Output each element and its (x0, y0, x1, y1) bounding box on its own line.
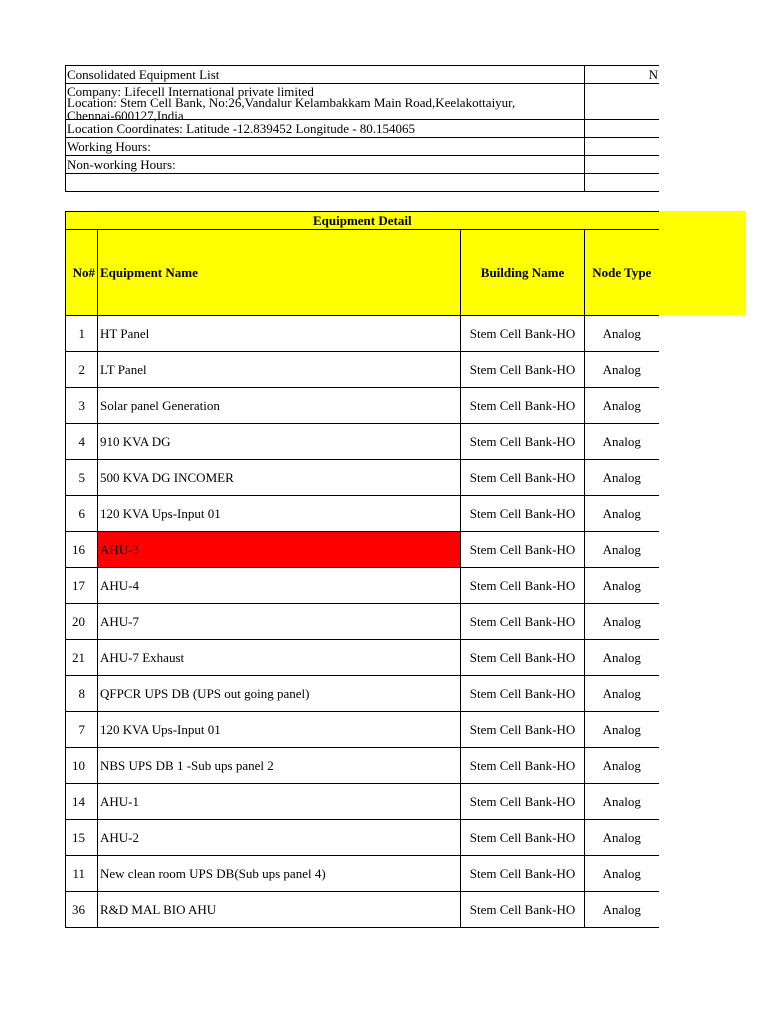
table-row (66, 388, 659, 424)
row-node-type-cell[interactable]: Analog (585, 352, 659, 388)
row-no-cell[interactable]: 8 (66, 676, 98, 712)
row-equipment-name-cell[interactable]: 910 KVA DG (98, 424, 461, 460)
row-equipment-name-cell[interactable]: 120 KVA Ups-Input 01 (98, 496, 461, 532)
info-company-right-cell[interactable] (585, 84, 660, 120)
column-header-row (66, 230, 659, 316)
row-equipment-name-cell[interactable]: AHU-1 (98, 784, 461, 820)
row-node-type-cell[interactable]: Analog (585, 676, 659, 712)
header-node-type[interactable]: Node Type (585, 230, 659, 316)
row-no-cell[interactable]: 4 (66, 424, 98, 460)
row-building-cell[interactable]: Stem Cell Bank-HO (461, 856, 585, 892)
row-building-cell[interactable]: Stem Cell Bank-HO (461, 604, 585, 640)
header-equipment-name[interactable]: Equipment Name (98, 230, 461, 316)
row-no-cell[interactable]: 3 (66, 388, 98, 424)
non-working-hours-right-cell[interactable] (585, 156, 660, 174)
row-building-cell[interactable]: Stem Cell Bank-HO (461, 748, 585, 784)
table-row (66, 748, 659, 784)
coordinates-cell[interactable]: Location Coordinates: Latitude -12.839452 Longitude - 80.154065 (66, 120, 585, 138)
row-equipment-name-cell[interactable]: R&D MAL BIO AHU (98, 892, 461, 928)
row-no-cell[interactable]: 2 (66, 352, 98, 388)
location-line2-text: Chennai-600127,India (67, 108, 184, 123)
row-building-cell[interactable]: Stem Cell Bank-HO (461, 532, 585, 568)
info-title-cell[interactable]: Consolidated Equipment List (66, 66, 585, 84)
table-row (66, 352, 659, 388)
row-equipment-name-cell[interactable]: AHU-3 (98, 532, 461, 568)
equipment-table-body (66, 316, 659, 928)
equipment-detail-title-row (66, 212, 659, 230)
row-node-type-cell[interactable]: Analog (585, 784, 659, 820)
row-node-type-cell[interactable]: Analog (585, 496, 659, 532)
table-row (66, 712, 659, 748)
table-row (66, 604, 659, 640)
table-row (66, 316, 659, 352)
row-no-cell[interactable]: 16 (66, 532, 98, 568)
row-node-type-cell[interactable]: Analog (585, 640, 659, 676)
row-node-type-cell[interactable]: Analog (585, 820, 659, 856)
row-no-cell[interactable]: 7 (66, 712, 98, 748)
row-node-type-cell[interactable]: Analog (585, 424, 659, 460)
row-no-cell[interactable]: 20 (66, 604, 98, 640)
info-row-title (66, 66, 660, 84)
row-building-cell[interactable]: Stem Cell Bank-HO (461, 784, 585, 820)
row-equipment-name-cell[interactable]: 120 KVA Ups-Input 01 (98, 712, 461, 748)
row-node-type-cell[interactable]: Analog (585, 388, 659, 424)
coordinates-right-cell[interactable] (585, 120, 660, 138)
table-row (66, 460, 659, 496)
info-company-location-cell[interactable] (66, 84, 585, 123)
row-building-cell[interactable]: Stem Cell Bank-HO (461, 676, 585, 712)
table-row (66, 892, 659, 928)
equipment-detail-title[interactable]: Equipment Detail (66, 212, 659, 230)
header-building-name[interactable]: Building Name (461, 230, 585, 316)
header-no[interactable]: No# (66, 230, 98, 316)
row-no-cell[interactable]: 17 (66, 568, 98, 604)
working-hours-cell[interactable]: Working Hours: (66, 138, 585, 156)
table-row (66, 640, 659, 676)
info-row-non-working-hours (66, 156, 660, 174)
row-node-type-cell[interactable]: Analog (585, 712, 659, 748)
table-row (66, 568, 659, 604)
row-node-type-cell[interactable]: Analog (585, 532, 659, 568)
table-row (66, 532, 659, 568)
row-no-cell[interactable]: 36 (66, 892, 98, 928)
table-row (66, 676, 659, 712)
row-no-cell[interactable]: 21 (66, 640, 98, 676)
row-building-cell[interactable]: Stem Cell Bank-HO (461, 460, 585, 496)
non-working-hours-cell[interactable]: Non-working Hours: (66, 156, 585, 174)
table-row (66, 820, 659, 856)
equipment-table (65, 211, 659, 928)
info-row-empty (66, 174, 660, 192)
row-building-cell[interactable]: Stem Cell Bank-HO (461, 892, 585, 928)
table-row (66, 856, 659, 892)
empty-cell[interactable] (66, 174, 585, 192)
row-no-cell[interactable]: 6 (66, 496, 98, 532)
row-building-cell[interactable]: Stem Cell Bank-HO (461, 568, 585, 604)
empty-right-cell[interactable] (585, 174, 660, 192)
row-equipment-name-cell[interactable]: New clean room UPS DB(Sub ups panel 4) (98, 856, 461, 892)
row-no-cell[interactable]: 5 (66, 460, 98, 496)
row-node-type-cell[interactable]: Analog (585, 604, 659, 640)
row-building-cell[interactable]: Stem Cell Bank-HO (461, 640, 585, 676)
row-node-type-cell[interactable]: Analog (585, 568, 659, 604)
table-row (66, 496, 659, 532)
row-node-type-cell[interactable]: Analog (585, 316, 659, 352)
row-no-cell[interactable]: 10 (66, 748, 98, 784)
row-building-cell[interactable]: Stem Cell Bank-HO (461, 820, 585, 856)
row-building-cell[interactable]: Stem Cell Bank-HO (461, 424, 585, 460)
row-equipment-name-cell[interactable]: QFPCR UPS DB (UPS out going panel) (98, 676, 461, 712)
info-title-right-cell[interactable]: N (585, 66, 660, 84)
company-text: Company: Lifecell International private limited (67, 84, 314, 99)
row-equipment-name-cell[interactable]: HT Panel (98, 316, 461, 352)
header-fill-extension (658, 211, 746, 315)
info-row-company-location (66, 84, 660, 120)
row-no-cell[interactable]: 11 (66, 856, 98, 892)
row-no-cell[interactable]: 15 (66, 820, 98, 856)
row-equipment-name-cell[interactable]: AHU-7 (98, 604, 461, 640)
row-equipment-name-cell[interactable]: 500 KVA DG INCOMER (98, 460, 461, 496)
row-node-type-cell[interactable]: Analog (585, 748, 659, 784)
table-row (66, 424, 659, 460)
row-equipment-name-cell[interactable]: AHU-2 (98, 820, 461, 856)
row-equipment-name-cell[interactable]: AHU-4 (98, 568, 461, 604)
row-equipment-name-cell[interactable]: Solar panel Generation (98, 388, 461, 424)
row-node-type-cell[interactable]: Analog (585, 856, 659, 892)
info-row-working-hours (66, 138, 660, 156)
row-no-cell[interactable]: 1 (66, 316, 98, 352)
row-no-cell[interactable]: 14 (66, 784, 98, 820)
location-line1-text: Location: Stem Cell Bank, No:26,Vandalur Kelambakkam Main Road,Keelakottaiyur, (67, 95, 516, 110)
row-equipment-name-cell[interactable]: LT Panel (98, 352, 461, 388)
row-building-cell[interactable]: Stem Cell Bank-HO (461, 712, 585, 748)
info-table (65, 65, 659, 192)
row-building-cell[interactable]: Stem Cell Bank-HO (461, 496, 585, 532)
row-building-cell[interactable]: Stem Cell Bank-HO (461, 316, 585, 352)
row-building-cell[interactable]: Stem Cell Bank-HO (461, 352, 585, 388)
table-row (66, 784, 659, 820)
working-hours-right-cell[interactable] (585, 138, 660, 156)
row-building-cell[interactable]: Stem Cell Bank-HO (461, 388, 585, 424)
row-node-type-cell[interactable]: Analog (585, 892, 659, 928)
row-equipment-name-cell[interactable]: NBS UPS DB 1 -Sub ups panel 2 (98, 748, 461, 784)
row-node-type-cell[interactable]: Analog (585, 460, 659, 496)
row-equipment-name-cell[interactable]: AHU-7 Exhaust (98, 640, 461, 676)
